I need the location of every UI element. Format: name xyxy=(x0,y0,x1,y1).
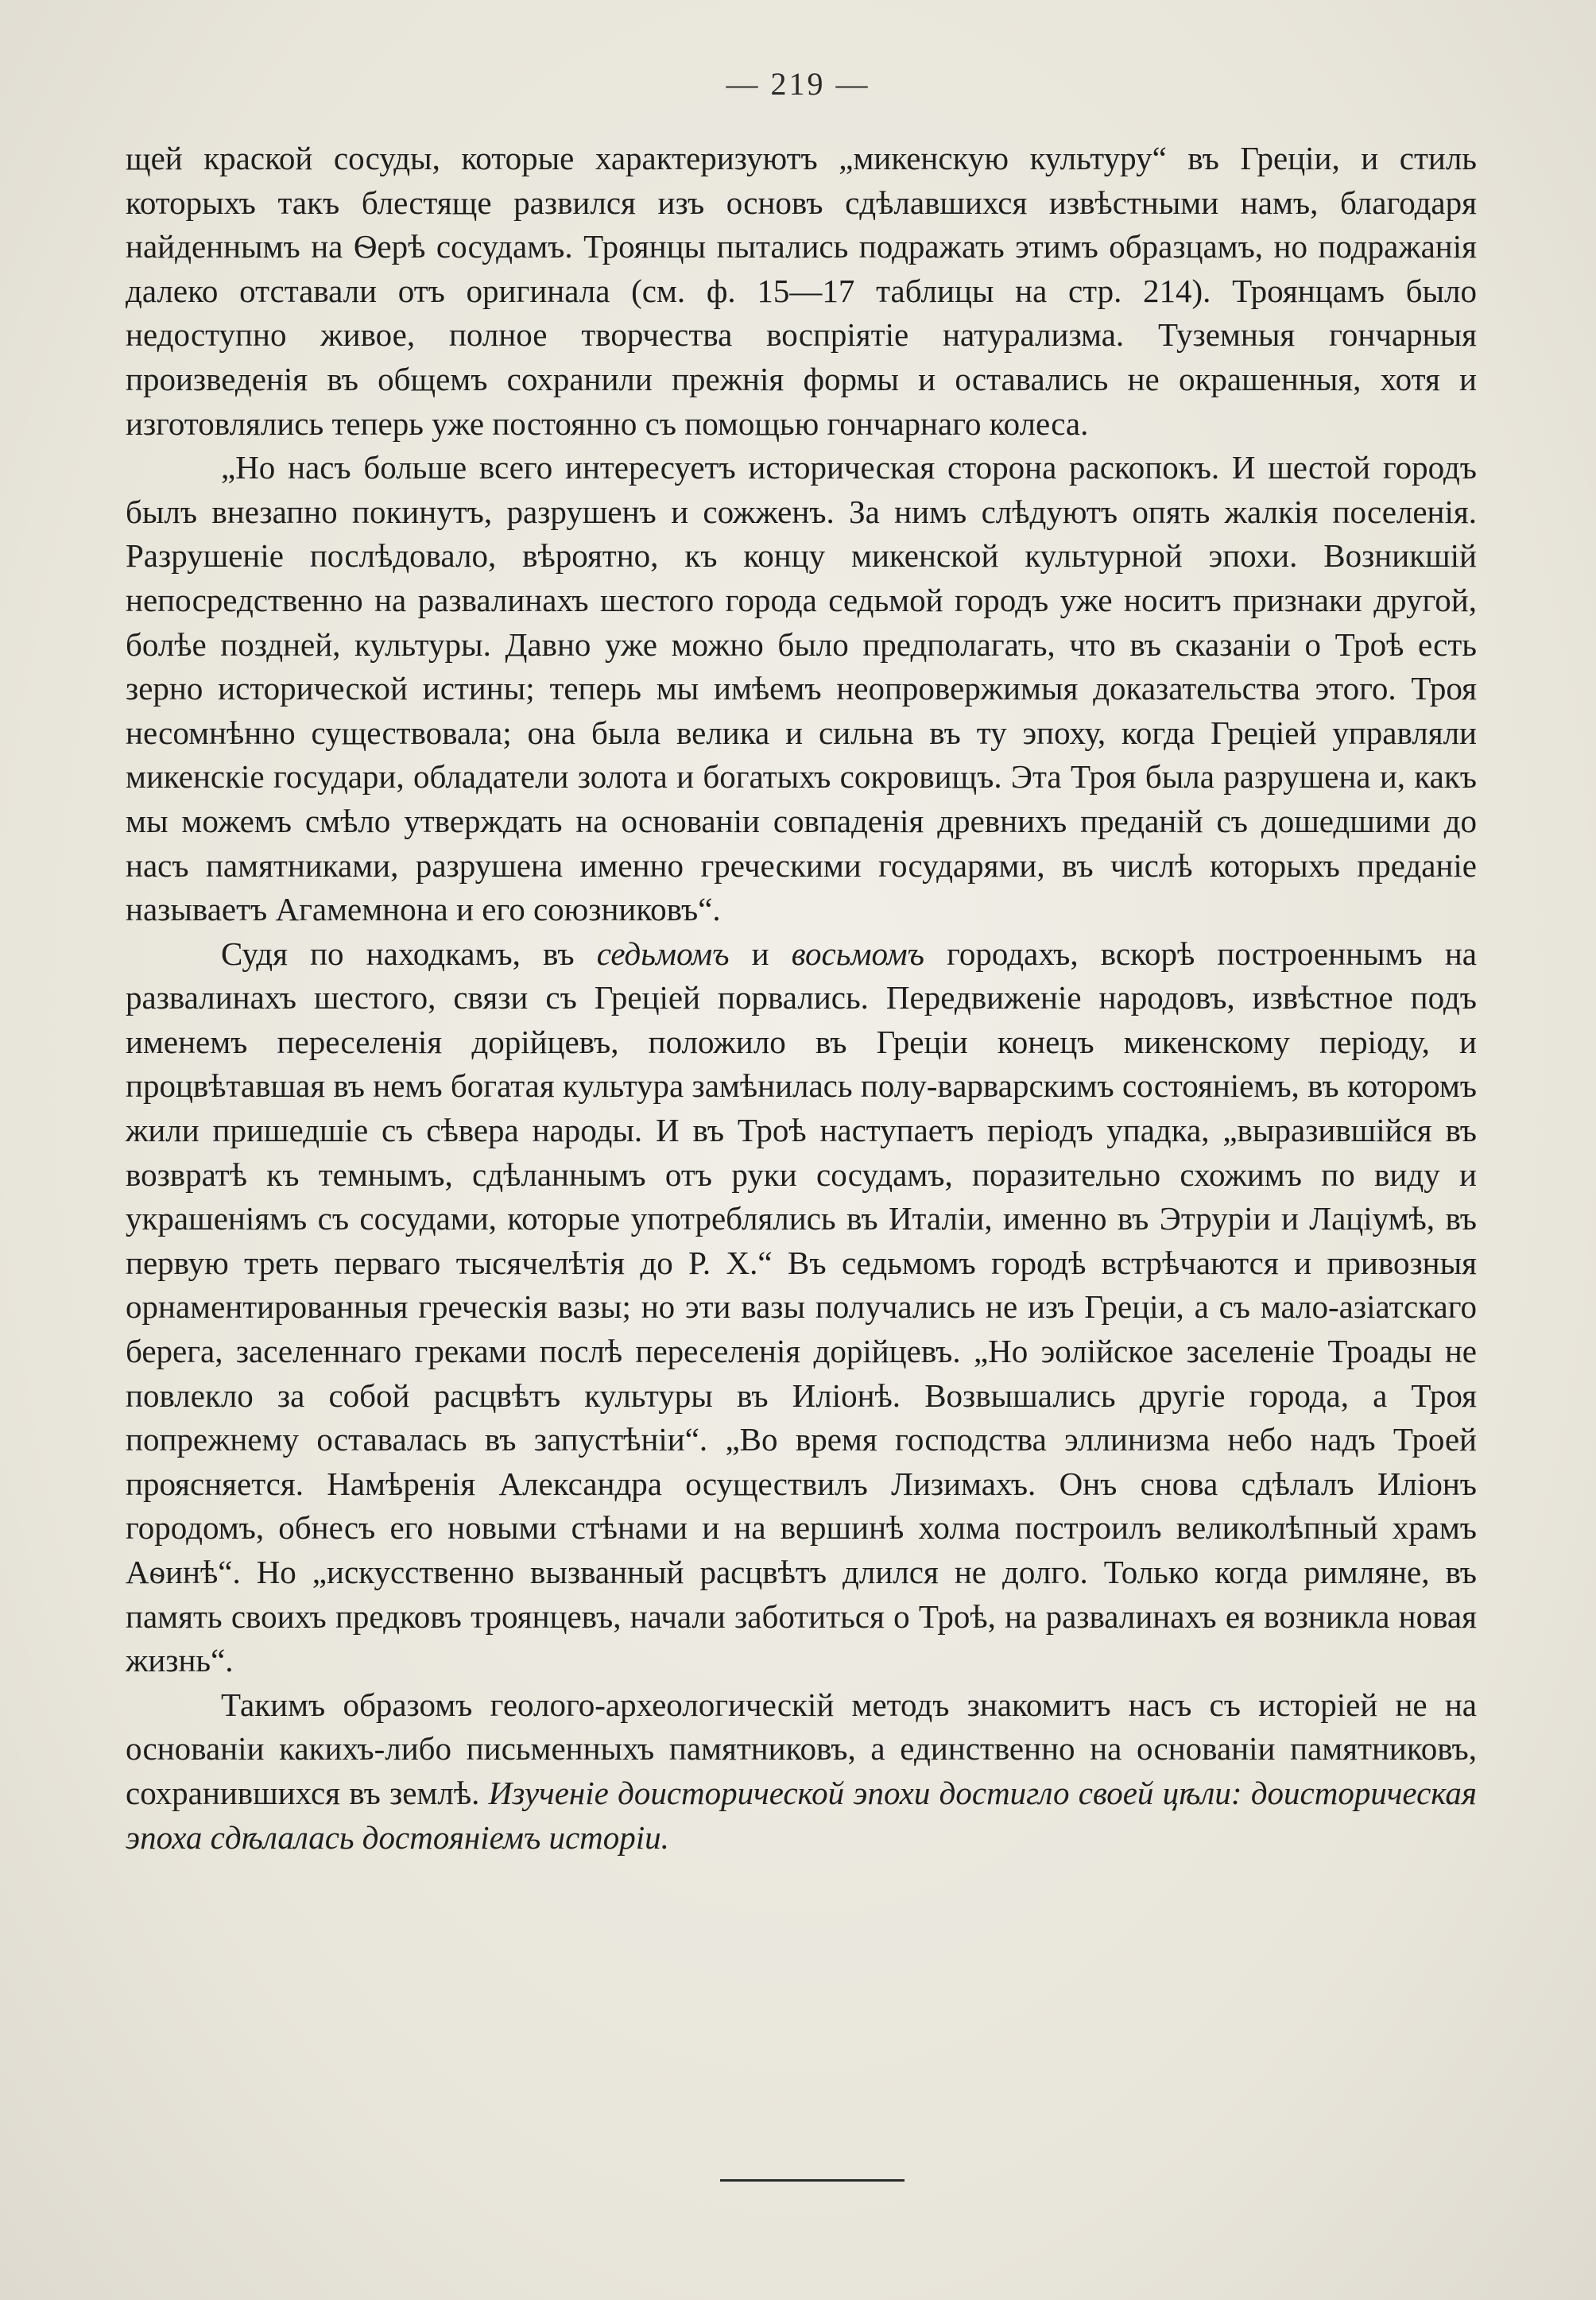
text-segment: „Но насъ больше всего интересуетъ историческая сторона раскопокъ. И шестой городъ былъ внезапно покинутъ, разрушенъ и сожженъ. За нимъ слѣдуютъ опять жалкiя поселенiя. Разрушенiе послѣдовало, вѣроятно, къ концу микенской культурной эпохи. Возникшiй непосредственно на развалинахъ шестого города седьмой городъ уже носитъ признаки другой, болѣе поздней, культуры. Давно уже можно было предполагать, что въ сказанiи о Троѣ есть зерно исторической истины; теперь мы имѣемъ неопровержимыя доказательства этого. Троя несомнѣнно существовала; она была велика и сильна въ ту эпоху, когда Грецiей управляли микенскiе государи, обладатели золота и богатыхъ сокровищъ. Эта Троя была разрушена и, какъ мы можемъ смѣло утверждать на основанiи совпаденiя древнихъ преданiй съ дошедшими до насъ памятниками, разрушена именно греческими государями, въ числѣ которыхъ преданiе называетъ Агамемнона и его союзниковъ“. xyxy=(126,449,1477,928)
paragraph xyxy=(126,932,1477,1683)
italic-text-segment: седьмомъ xyxy=(596,935,730,972)
italic-text-segment: восьмомъ xyxy=(791,935,924,972)
italic-text-segment: Изученiе доисторической эпохи достигло своей цѣли: доисторическая эпоха сдѣлалась достоянiемъ исторiи. xyxy=(126,1774,1477,1856)
paragraph xyxy=(126,1683,1477,1860)
paragraph xyxy=(126,137,1477,446)
text-segment: Такимъ образомъ геолого-археологическiй методъ знакомитъ насъ съ исторiей не на основанiи какихъ-либо письменныхъ памятниковъ, а единственно на основанiи памятниковъ, сохранившихся въ землѣ. xyxy=(126,1686,1477,1811)
page-number: — 219 — xyxy=(726,66,870,102)
text-segment: и xyxy=(729,935,792,972)
text-segment: Судя по находкамъ, въ xyxy=(221,935,597,972)
body-text xyxy=(126,137,1477,1860)
paragraph xyxy=(126,446,1477,932)
text-segment: щей краской сосуды, которые характеризуютъ „микенскую культуру“ въ Грецiи, и стиль которыхъ такъ блестяще развился изъ основъ сдѣлавшихся извѣстными намъ, благодаря найденнымъ на Ѳерѣ сосудамъ. Троянцы пытались подражать этимъ образцамъ, но подражанiя далеко отставали отъ оригинала (см. ф. 15—17 таблицы на стр. 214). Троянцамъ было недоступно живое, полное творчества воспрiятiе натурализма. Туземныя гончарныя произведенiя въ общемъ сохранили прежнiя формы и оставались не окрашенныя, хотя и изготовлялись теперь уже постоянно съ помощью гончарнаго колеса. xyxy=(126,140,1477,442)
text-segment: городахъ, вскорѣ построеннымъ на развалинахъ шестого, связи съ Грецiей порвались. Передвиженiе народовъ, извѣстное подъ именемъ переселенiя дорiйцевъ, положило въ Грецiи конецъ микенскому перiоду, и процвѣтавшая въ немъ богатая культура замѣнилась полу-варварскимъ состоянiемъ, въ которомъ жили пришедшiе съ сѣвера народы. И въ Троѣ наступаетъ перiодъ упадка, „выразившiйся въ возвратѣ къ темнымъ, сдѣланнымъ отъ руки сосудамъ, поразительно схожимъ по виду и украшенiямъ съ сосудами, которые употреблялись въ Италiи, именно въ Этрурiи и Лацiумѣ, въ первую треть перваго тысячелѣтiя до Р. Х.“ Въ седьмомъ городѣ встрѣчаются и привозныя орнаментированныя греческiя вазы; но эти вазы получались не изъ Грецiи, а съ мало-азiатскаго берега, заселеннаго греками послѣ переселенiя дорiйцевъ. „Но эолiйское заселенiе Троады не повлекло за собой расцвѣтъ культуры въ Илiонѣ. Возвышались другiе города, а Троя попрежнему оставалась въ запустѣнiи“. „Во время господства эллинизма небо надъ Троей проясняется. Намѣренiя Александра осуществилъ Лизимахъ. Онъ снова сдѣлалъ Илiонъ городомъ, обнесъ его новыми стѣнами и на вершинѣ холма построилъ великолѣпный храмъ Аѳинѣ“. Но „искусственно вызванный расцвѣтъ длился не долго. Только когда римляне, въ память своихъ предковъ троянцевъ, начали заботиться о Троѣ, на развалинахъ ея возникла новая жизнь“. xyxy=(126,935,1477,1679)
section-end-rule xyxy=(720,2179,905,2182)
